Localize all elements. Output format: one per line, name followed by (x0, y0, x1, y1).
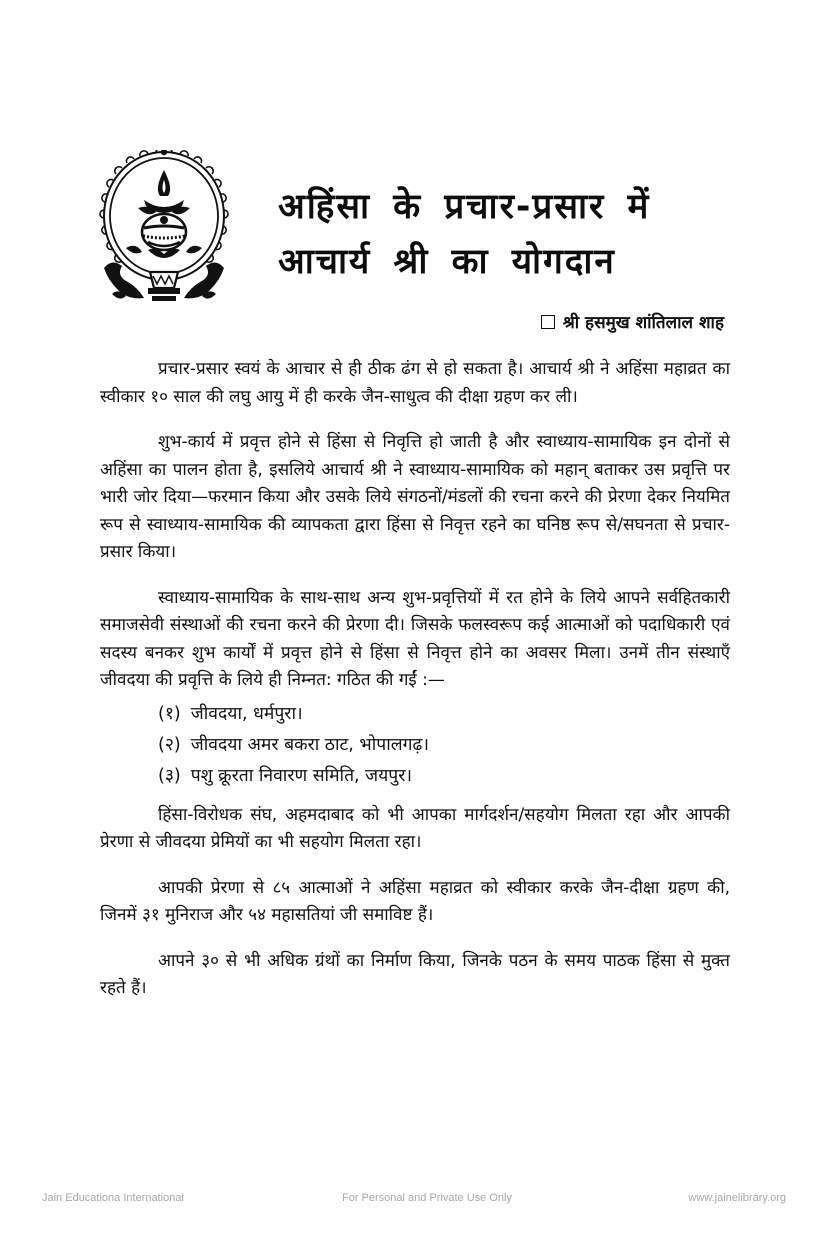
paragraph: स्वाध्याय-सामायिक के साथ-साथ अन्य शुभ-प्रवृत्तियों में रत होने के लिये आपने सर्वहितकारी समाजसेवी संस्थाओं की रचना करने की प्रेरणा दी। जिसके फलस्वरूप कई आत्माओं को पदाधिकारी एवं सदस्य बनकर शुभ कार्यों में प्रवृत्त होने से हिंसा से निवृत्त होने का अवसर मिला। उनमें तीन संस्थाएँ जीवदया की प्रवृत्ति के लिये ही निम्नत: गठित की गईं :— (100, 587, 730, 690)
footer-publisher: Jain Educationa International (42, 1192, 184, 1204)
paragraph: प्रचार-प्रसार स्वयं के आचार से ही ठीक ढंग से हो सकता है। आचार्य श्री ने अहिंसा महाव्रत का स्वीकार १० साल की लघु आयु में ही करके जैन-साधुत्व की दीक्षा ग्रहण कर ली। (100, 359, 730, 407)
paragraph: हिंसा-विरोधक संघ, अहमदाबाद को भी आपका मार्गदर्शन/सहयोग मिलता रहा और आपकी प्रेरणा से जीवदया प्रेमियों का भी सहयोग मिलता रहा। (100, 804, 730, 852)
author-name: श्री हसमुख शांतिलाल शाह (562, 313, 724, 333)
footer-website-link[interactable]: www.jainelibrary.org (688, 1192, 786, 1204)
paragraph: शुभ-कार्य में प्रवृत्त होने से हिंसा से निवृत्ति हो जाती है और स्वाध्याय-सामायिक इन दोनों से अहिंसा का पालन होता है, इसलिये आचार्य श्री ने स्वाध्याय-सामायिक को महान् बताकर उस प्रवृत्ति पर भारी जोर दिया—फरमान किया और उसके लिये संगठनों/मंडलों की रचना करने की प्रेरणा देकर नियमित रूप से स्वाध्याय-सामायिक की व्यापकता द्वारा हिंसा से निवृत्त रहने का घनिष्ठ रूप से/सघनता से प्रचार-प्रसार किया। (100, 432, 730, 562)
list-text: जीवदया अमर बकरा ठाट, भोपालगढ़। (190, 734, 429, 755)
title-line-2: आचार्य श्री का योगदान (278, 242, 616, 282)
paragraph: आपने ३० से भी अधिक ग्रंथों का निर्माण किया, जिनके पठन के समय पाठक हिंसा से मुक्त रहते हैं। (100, 950, 730, 998)
paragraph: आपकी प्रेरणा से ८५ आत्माओं ने अहिंसा महाव्रत को स्वीकार करके जैन-दीक्षा ग्रहण की, जिनमें ३१ मुनिराज और ५४ महासतियां जी समाविष्ट हैं। (100, 877, 730, 925)
list-text: जीवदया, धर्मपुरा। (190, 703, 303, 724)
list-item (158, 699, 730, 730)
list-number: (३) (158, 765, 181, 786)
square-bullet-icon (541, 315, 555, 329)
article-title (278, 180, 650, 290)
author-byline (541, 310, 724, 333)
list-number: (२) (158, 734, 181, 755)
list-item (158, 730, 730, 761)
organizations-list (158, 699, 730, 792)
article-body (100, 356, 730, 1021)
jain-emblem-icon (98, 150, 230, 306)
footer-usage-note: For Personal and Private Use Only (342, 1192, 512, 1204)
list-item (158, 761, 730, 792)
list-number: (१) (158, 703, 181, 724)
title-line-1: अहिंसा के प्रचार-प्रसार में (278, 187, 651, 227)
list-text: पशु क्रूरता निवारण समिति, जयपुर। (190, 765, 413, 786)
